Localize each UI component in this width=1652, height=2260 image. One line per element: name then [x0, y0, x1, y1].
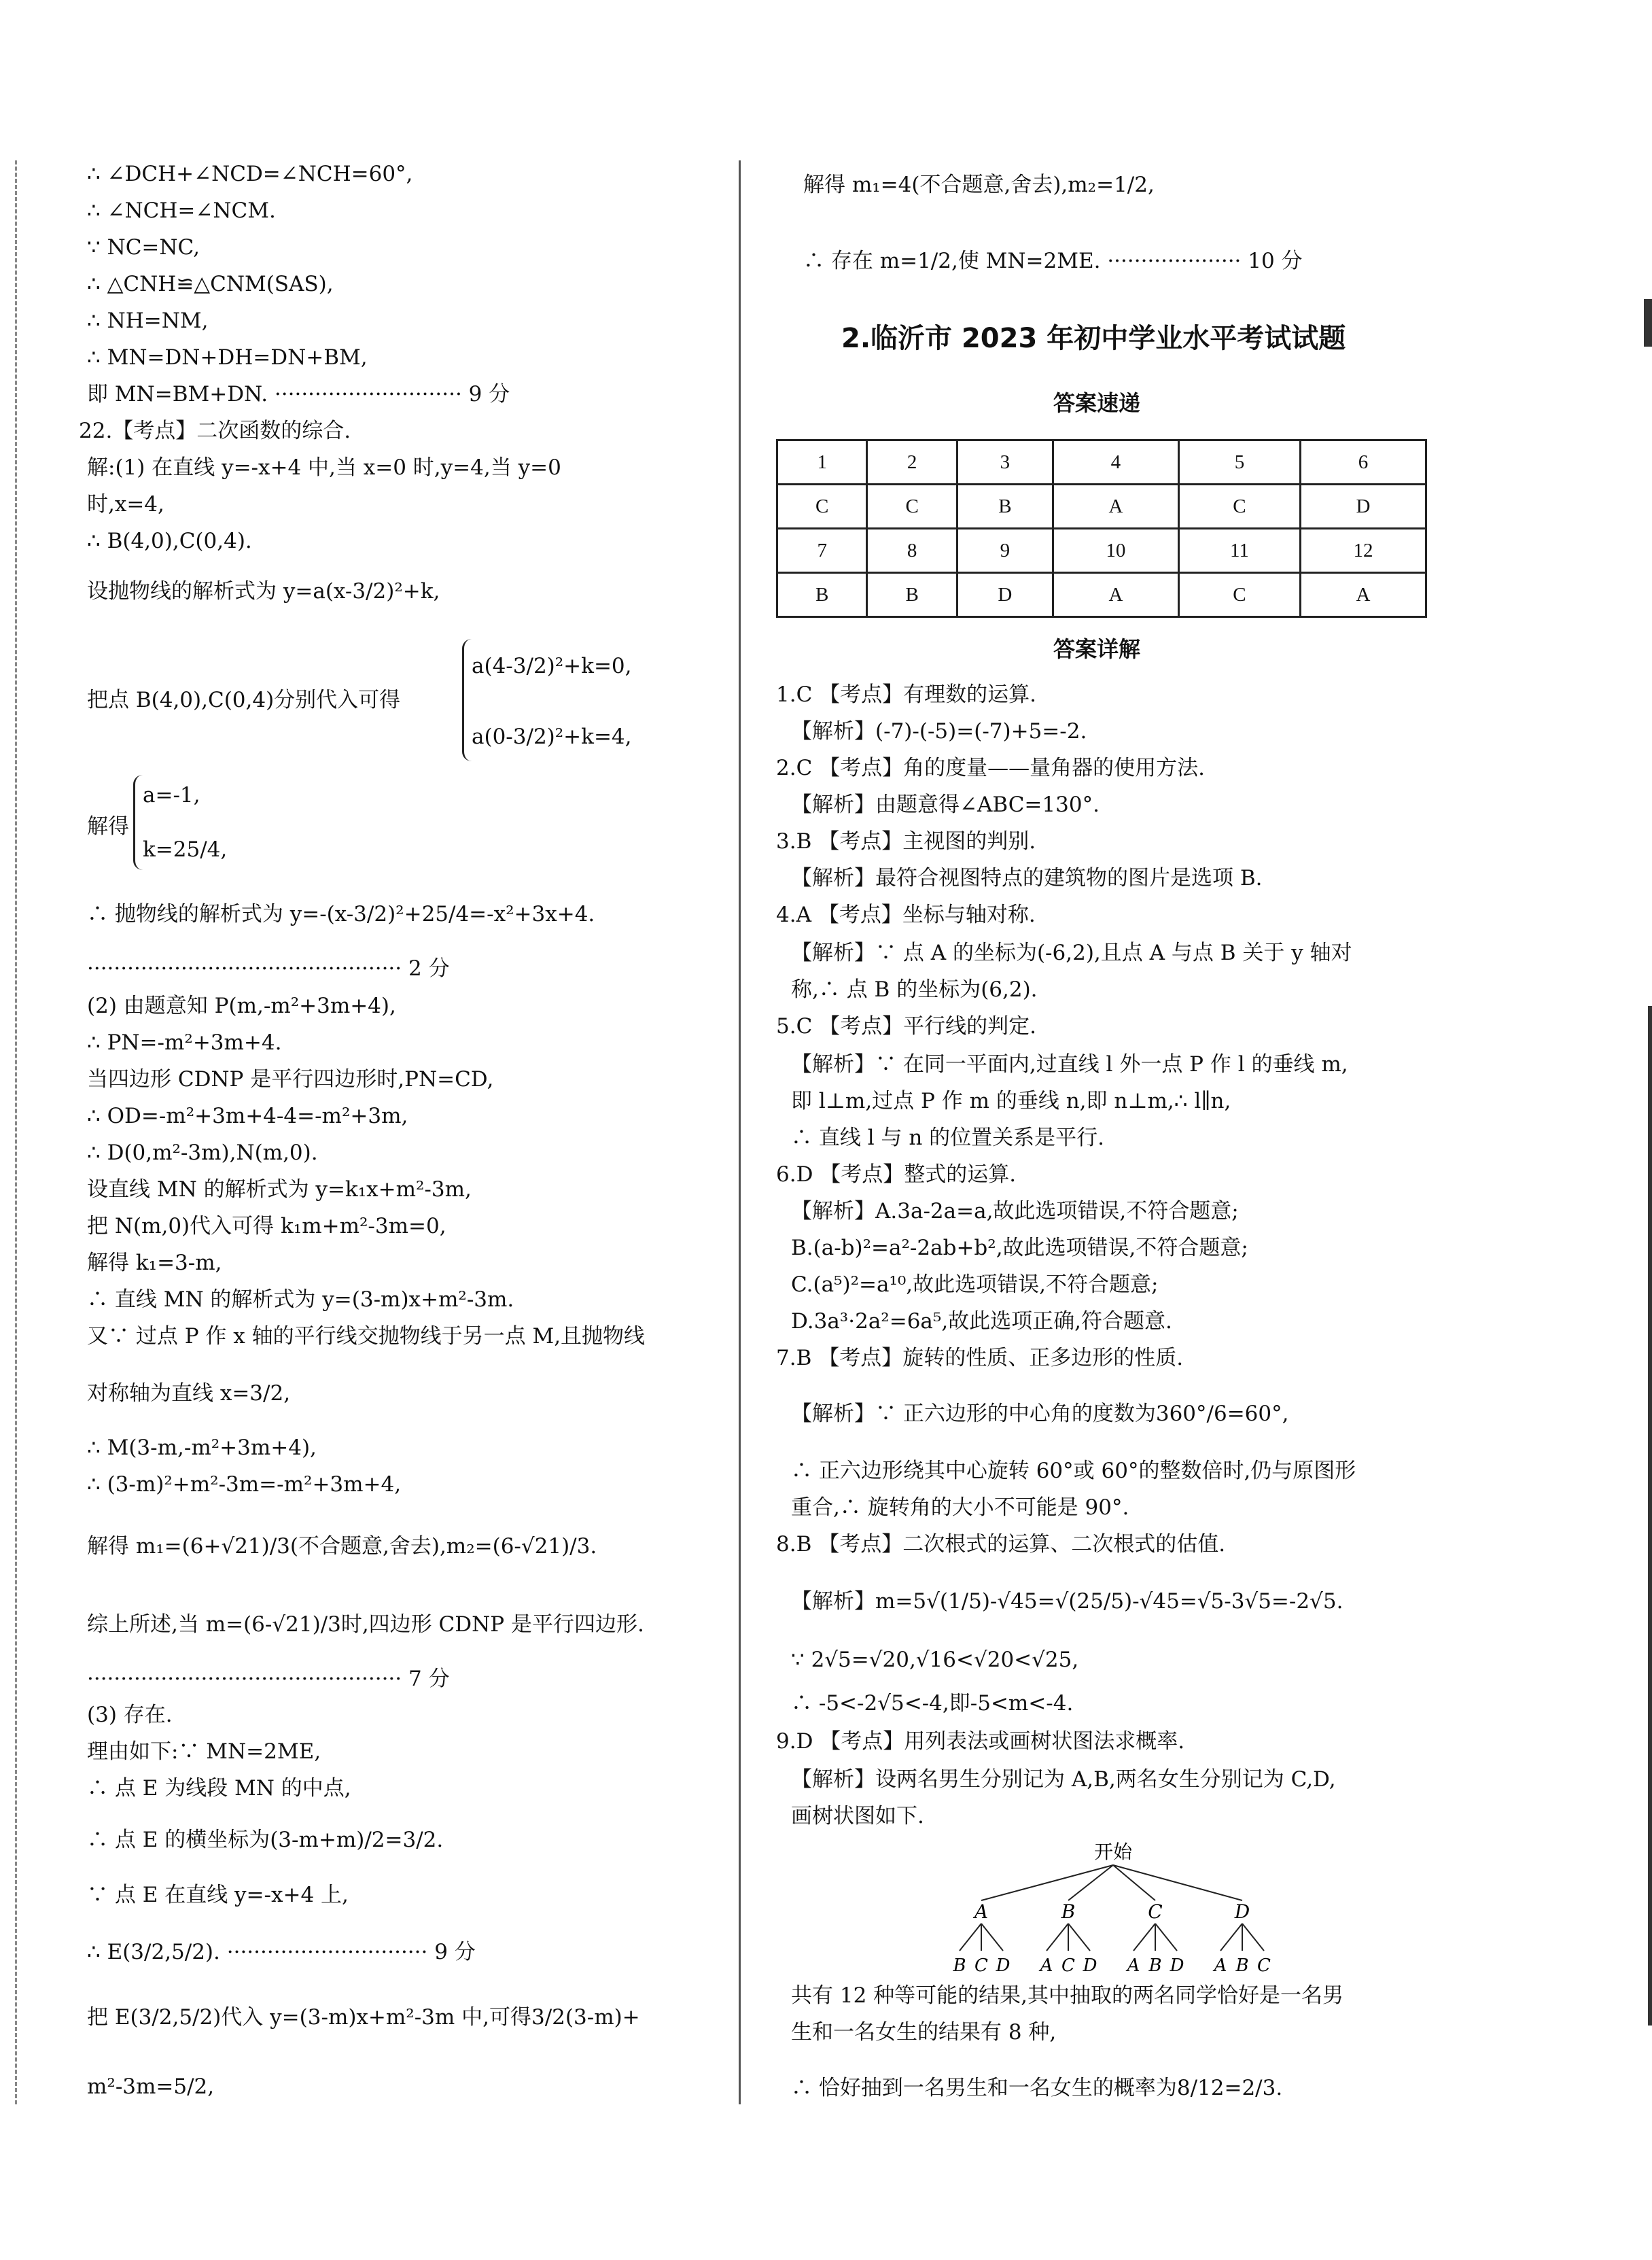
text-line: m²-3m=5/2, — [87, 2074, 215, 2099]
tree-leaf: C — [1257, 1955, 1271, 1976]
text-line: ∴ -5<-2√5<-4,即-5<m<-4. — [791, 1691, 1074, 1716]
table-cell: 2 — [867, 440, 957, 485]
tree-node: C — [1148, 1900, 1163, 1923]
text-line: ∴ M(3-m,-m²+3m+4), — [87, 1436, 317, 1460]
table-cell: 5 — [1178, 440, 1300, 485]
text-line: 即 MN=BM+DN. ···························· 9 分 — [87, 382, 510, 406]
section-title: 2.临沂市 2023 年初中学业水平考试试题 — [841, 323, 1346, 354]
text-line: 共有 12 种等可能的结果,其中抽取的两名同学恰好是一名男 — [791, 1983, 1344, 2008]
text-line: 【解析】由题意得∠ABC=130°. — [791, 793, 1100, 817]
text-line: ∴ (3-m)²+m²-3m=-m²+3m+4, — [87, 1472, 402, 1497]
text-line: 6.D 【考点】整式的运算. — [776, 1162, 1017, 1187]
text-line: ∴ 正六边形绕其中心旋转 60°或 60°的整数倍时,仍与原图形 — [791, 1459, 1356, 1483]
tree-branch — [981, 1865, 1113, 1900]
table-cell: C — [777, 485, 867, 529]
table-cell: 10 — [1053, 529, 1178, 573]
tree-leaf: D — [1170, 1955, 1184, 1976]
text-line: 设抛物线的解析式为 y=a(x-3/2)²+k, — [87, 579, 440, 604]
table-cell: 8 — [867, 529, 957, 573]
score-line: ∴ 存在 m=1/2,使 MN=2ME. ···················· 10 分 — [803, 249, 1303, 273]
text-line: 时,x=4, — [87, 492, 164, 517]
table-cell: 7 — [777, 529, 867, 573]
text-line: ∵ 点 E 在直线 y=-x+4 上, — [87, 1883, 349, 1907]
text-line: 【解析】A.3a-2a=a,故此选项错误,不符合题意; — [791, 1199, 1239, 1223]
text-line: 解得 k₁=3-m, — [87, 1251, 222, 1275]
text-line: (2) 由题意知 P(m,-m²+3m+4), — [87, 994, 396, 1018]
tree-leaf-branches — [960, 1924, 1264, 1951]
text-line: 3.B 【考点】主视图的判别. — [776, 829, 1036, 854]
tree-leaf: B — [1148, 1955, 1162, 1976]
text-line: ∴ 点 E 的横坐标为(3-m+m)/2=3/2. — [87, 1828, 444, 1852]
question-heading: 22.【考点】二次函数的综合. — [79, 419, 351, 443]
table-cell: C — [867, 485, 957, 529]
text-line: ∴ OD=-m²+3m+4-4=-m²+3m, — [87, 1104, 408, 1128]
text-line: 2.C 【考点】角的度量——量角器的使用方法. — [776, 756, 1206, 780]
table-cell: 9 — [957, 529, 1053, 573]
text-line: 9.D 【考点】用列表法或画树状图法求概率. — [776, 1729, 1185, 1754]
table-cell: D — [1301, 485, 1426, 529]
column-divider — [739, 160, 741, 2104]
text-line: 7.B 【考点】旋转的性质、正多边形的性质. — [776, 1346, 1184, 1370]
tree-leaf: C — [1061, 1955, 1075, 1976]
table-cell: C — [1178, 573, 1300, 617]
text-line: 【解析】(-7)-(-5)=(-7)+5=-2. — [791, 719, 1087, 744]
text-line: ∴ ∠DCH+∠NCD=∠NCH=60°, — [87, 162, 413, 186]
table-cell: 12 — [1301, 529, 1426, 573]
text-line: 解得 — [87, 814, 129, 839]
text-line: 生和一名女生的结果有 8 种, — [791, 2020, 1057, 2045]
table-cell: 4 — [1053, 440, 1178, 485]
text-line: ∴ 直线 l 与 n 的位置关系是平行. — [791, 1126, 1105, 1150]
binding-line — [15, 160, 17, 2104]
scan-edge-mark — [1648, 1006, 1652, 2026]
tree-node: B — [1061, 1900, 1076, 1923]
text-line: 把 E(3/2,5/2)代入 y=(3-m)x+m²-3m 中,可得3/2(3-m)+ — [87, 2005, 640, 2030]
text-line: ∴ E(3/2,5/2). ······························ 9 分 — [87, 1940, 476, 1964]
text-line: ∴ NH=NM, — [87, 309, 209, 333]
score-line: ··············································· 2 分 — [87, 956, 450, 981]
score-line: ··············································· 7 分 — [87, 1667, 450, 1691]
text-line: 重合,∴ 旋转角的大小不可能是 90°. — [791, 1495, 1129, 1520]
text-line: ∵ NC=NC, — [87, 235, 200, 260]
text-line: 即 l⊥m,过点 P 作 m 的垂线 n,即 n⊥m,∴ l∥n, — [791, 1089, 1231, 1113]
text-line: ∴ 点 E 为线段 MN 的中点, — [87, 1776, 351, 1801]
text-line: ∴ 抛物线的解析式为 y=-(x-3/2)²+25/4=-x²+3x+4. — [87, 902, 595, 926]
text-line: ∴ D(0,m²-3m),N(m,0). — [87, 1141, 318, 1165]
tree-leaf: A — [1214, 1955, 1227, 1976]
text-line: 【解析】设两名男生分别记为 A,B,两名女生分别记为 C,D, — [791, 1767, 1336, 1792]
text-line: D.3a³·2a²=6a⁵,故此选项正确,符合题意. — [791, 1309, 1172, 1334]
text-line: ∴ 恰好抽到一名男生和一名女生的概率为8/12=2/3. — [791, 2076, 1283, 2100]
tree-leaf: B — [1235, 1955, 1249, 1976]
text-line: 当四边形 CDNP 是平行四边形时,PN=CD, — [87, 1067, 494, 1092]
table-cell: B — [957, 485, 1053, 529]
text-line: 【解析】∵ 在同一平面内,过直线 l 外一点 P 作 l 的垂线 m, — [791, 1052, 1348, 1077]
equation-line: a(4-3/2)²+k=0, — [472, 654, 632, 678]
table-cell: B — [867, 573, 957, 617]
tree-leaf: B — [953, 1955, 966, 1976]
text-line: 【解析】最符合视图特点的建筑物的图片是选项 B. — [791, 866, 1263, 890]
table-cell: D — [957, 573, 1053, 617]
table-cell: 1 — [777, 440, 867, 485]
tree-leaf: D — [996, 1955, 1010, 1976]
tree-node: D — [1234, 1900, 1250, 1923]
tree-leaf: C — [974, 1955, 988, 1976]
tree-leaf: A — [1127, 1955, 1140, 1976]
text-line: 把点 B(4,0),C(0,4)分别代入可得 — [87, 688, 401, 712]
scan-edge-mark — [1644, 299, 1652, 347]
tree-leaf: A — [1040, 1955, 1053, 1976]
table-row — [777, 573, 1426, 617]
table-cell: A — [1053, 485, 1178, 529]
text-line: 设直线 MN 的解析式为 y=k₁x+m²-3m, — [87, 1177, 472, 1202]
table-cell: 11 — [1178, 529, 1300, 573]
text-line: 称,∴ 点 B 的坐标为(6,2). — [791, 977, 1038, 1002]
text-line: 【解析】∵ 点 A 的坐标为(-6,2),且点 A 与点 B 关于 y 轴对 — [791, 941, 1352, 965]
text-line: 解:(1) 在直线 y=-x+4 中,当 x=0 时,y=4,当 y=0 — [87, 455, 561, 480]
text-line: ∴ △CNH≌△CNM(SAS), — [87, 272, 334, 296]
text-line: ∴ PN=-m²+3m+4. — [87, 1030, 282, 1055]
text-line: 8.B 【考点】二次根式的运算、二次根式的估值. — [776, 1532, 1226, 1557]
table-row — [777, 440, 1426, 485]
table-cell: 3 — [957, 440, 1053, 485]
text-line: 综上所述,当 m=(6-√21)/3时,四边形 CDNP 是平行四边形. — [87, 1612, 644, 1637]
tree-node: A — [974, 1900, 989, 1923]
table-cell: A — [1301, 573, 1426, 617]
text-line: 4.A 【考点】坐标与轴对称. — [776, 903, 1036, 927]
equation-line: a(0-3/2)²+k=4, — [472, 725, 632, 749]
tree-branch — [1113, 1865, 1242, 1900]
text-line: 解得 m₁=4(不合题意,舍去),m₂=1/2, — [803, 173, 1155, 197]
text-line: 5.C 【考点】平行线的判定. — [776, 1014, 1037, 1039]
table-cell: 6 — [1301, 440, 1426, 485]
table-row — [777, 485, 1426, 529]
equation-line: a=-1, — [143, 783, 200, 807]
text-line: 对称轴为直线 x=3/2, — [87, 1381, 291, 1406]
text-line: 画树状图如下. — [791, 1804, 924, 1828]
text-line: 1.C 【考点】有理数的运算. — [776, 682, 1037, 707]
text-line: 把 N(m,0)代入可得 k₁m+m²-3m=0, — [87, 1214, 446, 1238]
answer-table — [776, 439, 1427, 618]
table-cell: A — [1053, 573, 1178, 617]
text-line: ∴ B(4,0),C(0,4). — [87, 529, 252, 553]
text-line: 理由如下:∵ MN=2ME, — [87, 1739, 321, 1764]
text-line: 解得 m₁=(6+√21)/3(不合题意,舍去),m₂=(6-√21)/3. — [87, 1534, 597, 1559]
text-line: ∴ 直线 MN 的解析式为 y=(3-m)x+m²-3m. — [87, 1287, 514, 1312]
text-line: C.(a⁵)²=a¹⁰,故此选项错误,不符合题意; — [791, 1272, 1159, 1297]
answer-detail-title: 答案详解 — [1053, 636, 1141, 662]
tree-diagram — [939, 1835, 1279, 1981]
tree-root: 开始 — [1093, 1841, 1133, 1863]
text-line: 又∵ 过点 P 作 x 轴的平行线交抛物线于另一点 M,且抛物线 — [87, 1324, 646, 1349]
text-line: (3) 存在. — [87, 1703, 173, 1727]
text-line: 【解析】m=5√(1/5)-√45=√(25/5)-√45=√5-3√5=-2√5. — [791, 1589, 1343, 1614]
equation-line: k=25/4, — [143, 837, 228, 862]
table-cell: B — [777, 573, 867, 617]
table-row — [777, 529, 1426, 573]
text-line: ∴ ∠NCH=∠NCM. — [87, 198, 276, 223]
table-cell: C — [1178, 485, 1300, 529]
text-line: ∵ 2√5=√20,√16<√20<√25, — [791, 1648, 1079, 1672]
tree-leaf: D — [1083, 1955, 1097, 1976]
text-line: 【解析】∵ 正六边形的中心角的度数为360°/6=60°, — [791, 1402, 1289, 1426]
answer-quick-title: 答案速递 — [1053, 390, 1141, 416]
tree-branch — [1068, 1865, 1113, 1900]
text-line: B.(a-b)²=a²-2ab+b²,故此选项错误,不符合题意; — [791, 1236, 1248, 1260]
text-line: ∴ MN=DN+DH=DN+BM, — [87, 345, 368, 370]
